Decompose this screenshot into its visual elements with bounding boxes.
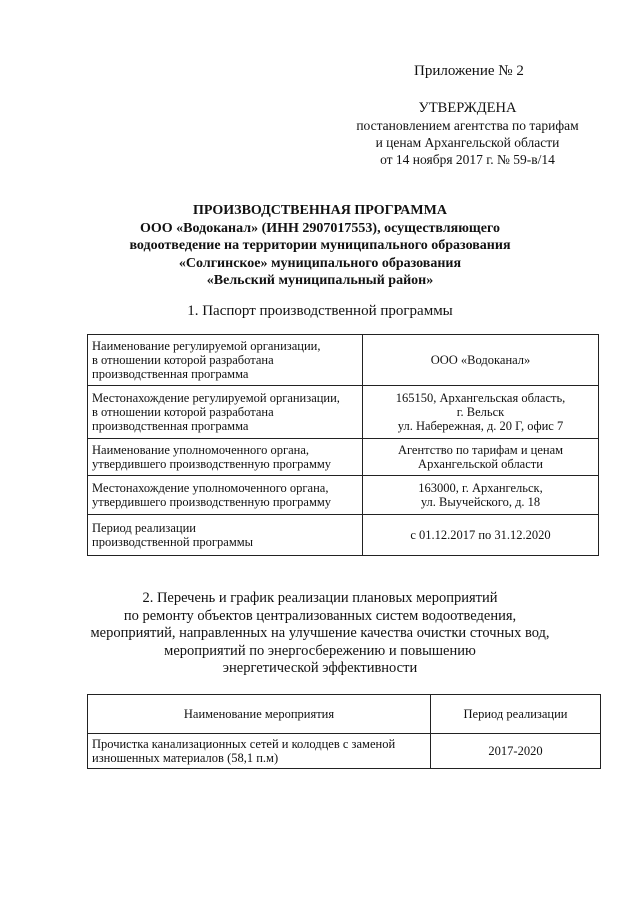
row-label — [88, 476, 363, 515]
value-line: 163000, г. Архангельск, — [418, 481, 543, 495]
title-line: ПРОИЗВОДСТВЕННАЯ ПРОГРАММА — [193, 203, 447, 218]
label-line: в отношении которой разработана — [92, 405, 274, 419]
label-line: утвердившего производственную программу — [92, 495, 332, 509]
activity-line: изношенных материалов (58,1 п.м) — [92, 751, 279, 765]
table-row — [88, 515, 599, 556]
approval-block — [340, 100, 595, 168]
value-line: с 01.12.2017 по 31.12.2020 — [410, 528, 551, 542]
label-line: утвердившего производственную программу — [92, 457, 332, 471]
activities-table — [87, 694, 601, 769]
label-line: Местонахождение уполномоченного органа, — [92, 481, 329, 495]
row-value — [363, 386, 599, 439]
value-line: 165150, Архангельская область, — [395, 391, 566, 405]
row-value — [363, 515, 599, 556]
activity-line: Прочистка канализационных сетей и колодцев с заменой — [92, 737, 396, 751]
label-line: производственной программы — [92, 535, 254, 549]
label-line: Местонахождение регулируемой организации, — [92, 391, 340, 405]
table-row — [88, 335, 599, 386]
table-header-row — [88, 695, 601, 734]
section2-heading — [60, 590, 580, 678]
heading-line: 2. Перечень и график реализации плановых мероприятий — [142, 590, 498, 606]
appendix-number: Приложение № 2 — [414, 63, 524, 79]
label-line: в отношении которой разработана — [92, 353, 274, 367]
approved-title: УТВЕРЖДЕНА — [418, 100, 517, 116]
heading-line: по ремонту объектов централизованных систем водоотведения, — [123, 607, 517, 624]
value-line: г. Вельск — [456, 405, 505, 419]
passport-table — [87, 334, 599, 556]
activity-name — [88, 734, 431, 769]
value-line: Агентство по тарифам и ценам — [397, 443, 564, 457]
section1-heading: 1. Паспорт производственной программы — [187, 303, 453, 319]
label-line: Наименование регулируемой организации, — [92, 339, 321, 353]
value-line: ул. Выучейского, д. 18 — [420, 495, 541, 509]
title-line: ООО «Водоканал» (ИНН 2907017553), осуществляющего — [140, 220, 500, 236]
value-line: Архангельской области — [418, 457, 543, 471]
label-line: Период реализации — [92, 521, 196, 535]
title-line: водоотведение на территории муниципального образования — [129, 238, 511, 253]
heading-line: мероприятий, направленных на улучшение качества очистки сточных вод, — [90, 625, 550, 641]
value-line: ул. Набережная, д. 20 Г, офис 7 — [397, 419, 564, 433]
row-label — [88, 335, 363, 386]
value-line: ООО «Водоканал» — [430, 353, 531, 367]
row-value — [363, 335, 599, 386]
activity-period: 2017-2020 — [431, 734, 601, 769]
label-line: производственная программа — [92, 367, 249, 381]
document-title — [60, 202, 580, 290]
row-label — [88, 515, 363, 556]
title-line: «Вельский муниципальный район» — [206, 273, 434, 288]
approved-line: от 14 ноября 2017 г. № 59-в/14 — [380, 152, 555, 167]
row-value — [363, 476, 599, 515]
table-row — [88, 476, 599, 515]
row-value — [363, 439, 599, 476]
label-line: производственная программа — [92, 419, 249, 433]
table-row — [88, 734, 601, 769]
approved-line: и ценам Архангельской области — [375, 135, 560, 150]
heading-line: энергетической эффективности — [222, 660, 418, 676]
title-line: «Солгинское» муниципального образования — [178, 255, 462, 271]
heading-line: мероприятий по энергосбережению и повышению — [164, 642, 476, 659]
label-line: Наименование уполномоченного органа, — [92, 443, 309, 457]
header-period: Период реализации — [431, 695, 601, 734]
table-row — [88, 439, 599, 476]
approved-line: постановлением агентства по тарифам — [356, 118, 579, 133]
table-row — [88, 386, 599, 439]
row-label — [88, 386, 363, 439]
row-label — [88, 439, 363, 476]
header-activity-name: Наименование мероприятия — [88, 695, 431, 734]
